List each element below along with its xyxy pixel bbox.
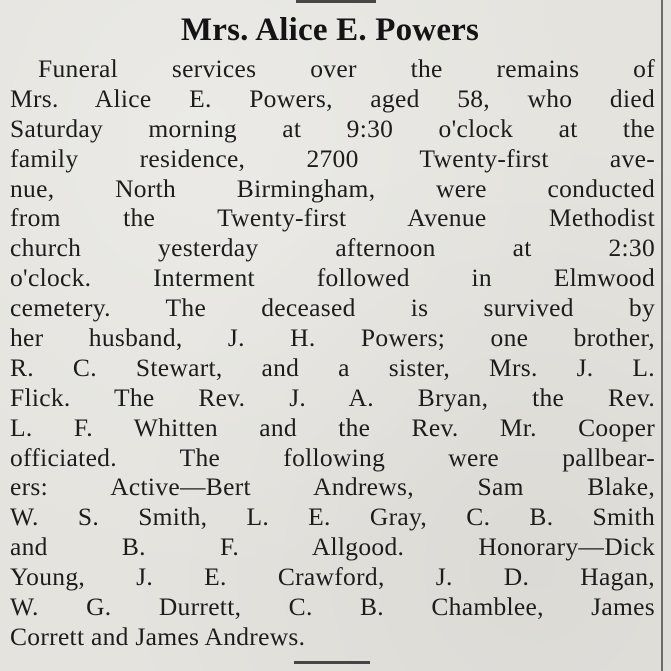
column-rule [661,0,663,671]
article-line: nue, North Birmingham, were conducted [10,173,655,203]
article-headline: Mrs. Alice E. Powers [180,12,480,48]
article-line: ers: Active—Bert Andrews, Sam Blake, [10,472,655,502]
article-line: from the Twenty-first Avenue Methodist [10,203,655,233]
article-line: R. C. Stewart, and a sister, Mrs. J. L. [10,352,655,382]
article-line: W. S. Smith, L. E. Gray, C. B. Smith [10,502,655,532]
article-line: cemetery. The deceased is survived by [10,293,655,323]
article-line: Corrett and James Andrews. [10,621,306,651]
article-line: W. G. Durrett, C. B. Chamblee, James [10,592,655,622]
article-line: Young, J. E. Crawford, J. D. Hagan, [10,562,655,592]
article-line: Mrs. Alice E. Powers, aged 58, who died [10,83,655,113]
bottom-rule [294,661,370,664]
article-line: Flick. The Rev. J. A. Bryan, the Rev. [10,382,655,412]
article-line: church yesterday afternoon at 2:30 [10,233,655,263]
article-line: her husband, J. H. Powers; one brother, [10,323,655,353]
article-line: L. F. Whitten and the Rev. Mr. Cooper [10,412,655,442]
article-line: Saturday morning at 9:30 o'clock at the [10,113,655,143]
article-line: family residence, 2700 Twenty-first ave- [10,143,655,173]
article-body [10,54,655,652]
article-line: and B. F. Allgood. Honorary—Dick [10,532,655,562]
top-rule [296,0,376,3]
article-line: o'clock. Interment followed in Elmwood [10,263,655,293]
article-line: officiated. The following were pallbear- [10,442,655,472]
article-line: Funeral services over the remains of [38,54,655,83]
